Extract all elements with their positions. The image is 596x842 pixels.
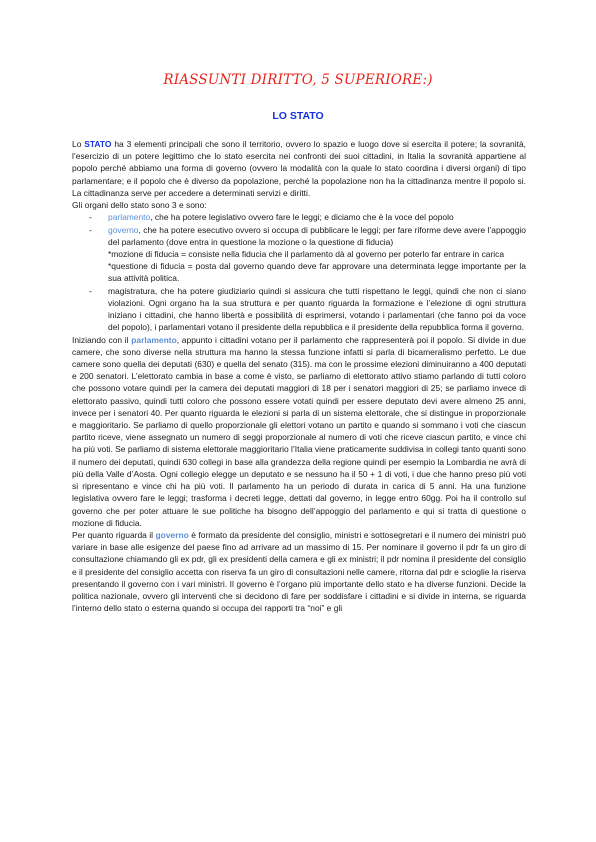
keyword-governo: governo [108,224,139,235]
list-dash: - [89,285,92,296]
section-title: LO STATO [272,110,324,122]
keyword-stato: STATO [84,139,112,149]
paragraph-lead: Iniziando con il [72,334,132,345]
paragraph-text: ha 3 elementi principali che sono il territorio, ovvero lo spazio e luogo dove si esercita il potere; la sovranità, l’esercizio di un potere legittimo che lo stato esercita nei confronti dei suoi cittadini, in Italia la sovranità appartiene al popolo perché abbiamo una forma di governo (ovvero la modalità con la quale lo stato coordina i diversi organi) di tipo parlamentare; e il popolo che è diverso da popolazione, perché la popolazione non ha la cittadinanza mentre il popolo si. La cittadinanza serve per accedere a determinati servizi e diritti. [72,139,527,198]
paragraph-lead: Lo [72,139,85,149]
list-item-text: , che ha potere legislativo ovvero fare le leggi; e diciamo che è la voce del popolo [150,212,454,223]
paragraph-text: è formato da presidente del consiglio, ministri e sottosegretari e il numero dei ministri può variare in base alle esigenze del paese fino ad arrivare ad un massimo di 15. Per nominare il governo il pdr fa un giro di consultazione chiamando gli ex pdr, gli ex presidenti della camera e gli ex ministri; il pdr nomina il presidente del consiglio e il presidente del consiglio accetta con riserva fa un giro di consultazioni nelle camere, ritorna dal pdr e scioglie la riserva presentando il governo con i vari ministri. Il governo è l’organo più importante dello stato e ha diverse funzioni. Decide la politica nazionale, ovvero gli interventi che si decidono di fare per soddisfare i cittadini e si divide in interna, se riguarda l’interno dello stato o esterna quando si occupa dei rapporti tra “noi” e gli [72,530,526,614]
list-item-governo [72,224,526,285]
list-dash: - [89,212,92,223]
paragraph-lead: Per quanto riguarda il [72,530,156,540]
list-item-text: magistratura, che ha potere giudiziario quindi si assicura che tutti rispettano le leggi, quindi che non ci siano violazioni. Ogni organo ha la sua struttura e per quanto riguarda la formazione e l’elezione di ogni struttura iniziano i cittadini, che hanno libertà e possibilità di esprimersi, votando i parlamentari (che fanno poi da voce del popolo), i parlamentari votano il presidente della repubblica e il presidente della repubblica forma il governo. [108,285,526,333]
keyword-parlamento: parlamento [108,212,151,223]
paragraph-text: , appunto i cittadini votano per il parlamento che rappresenterà poi il popolo. Si divide in due camere, che sono diverse nella struttura ma hanno la stessa funzione infatti si parla di bicameralismo perfetto. Le due camere sono quella dei deputati (630) e quella del senato (315). ma con le prossime elezioni diminuiranno a 400 deputati e 200 senatori. L’elettorato cambia in base a come è visto, se parliamo di elettorato attivo stiamo parlando di tutti coloro che possono votare quindi per la camera dei deputati maggiori di 18 per i senatori maggiori di 25; se parliamo invece di elettorato passivo, quindi tutti coloro che possono essere votati quindi per essere deputato devi avere almeno 25 anni, invece per i senatori 40. Per quanto riguarda le elezioni si parla di un sistema elettorale, che si distingue in proporzionale e maggioritario. Se parliamo di quello proporzionale gli elettori votano un partito e quando si sommano i voti che ciascun partito riceve, viene assegnato un numero di seggi proporzionale al numero di voti che riceve ciascun partito, e vince chi ha più voti. Se parliamo di sistema elettorale maggioritario l’Italia viene praticamente suddivisa in collegi tanto quanti sono il numero dei deputati, quindi 630 collegi in base alla grandezza della regione quindi per esempio la Lombardia ne avrà di più della Valle d’Aosta. Ogni collegio elegge un deputato e se nessuno ha il 50 + 1 di voti, i due che hanno preso più voti si ripresentano e vince chi ha più voti. Il parlamento ha un periodo di durata in carica di 5 anni. Ha una funzione legislativa ovvero fare le leggi; trasforma i decreti legge, dettati dal governo, in legge entro 60gg. Poi ha il controllo sul governo che per poter attuare le sue politiche ha bisogno dell’appoggio del parlamento e qui si tratta di questione o mozione di fiducia. [72,334,526,528]
paragraph-organi-intro: Gli organi dello stato sono 3 e sono: [72,200,207,211]
list-dash: - [89,224,92,235]
keyword-governo-heading: governo [155,530,189,540]
note-questione-di-fiducia: *questione di fiducia = posta dal governo quando deve far approvare una determinata legge importante per la sua attività politica. [108,261,526,284]
list-item-parlamento [72,211,526,223]
list-item-text: , che ha potere esecutivo ovvero si occupa di pubblicare le leggi; per fare riforme deve avere l’appoggio del parlamento (dove entra in questione la mozione o la questione di fiducia) [108,224,526,247]
organs-list [72,211,526,333]
paragraph-governo [72,529,526,615]
document-body [72,138,526,615]
document-title: RIASSUNTI DIRITTO, 5 SUPERIORE:) [163,72,433,88]
paragraph-stato [72,138,526,199]
note-mozione-di-fiducia: *mozione di fiducia = consiste nella fiducia che il parlamento dà al governo per poterlo far entrare in carica [108,248,505,259]
keyword-parlamento-heading: parlamento [131,334,177,345]
paragraph-parlamento [72,334,526,530]
list-item-magistratura [72,285,526,334]
